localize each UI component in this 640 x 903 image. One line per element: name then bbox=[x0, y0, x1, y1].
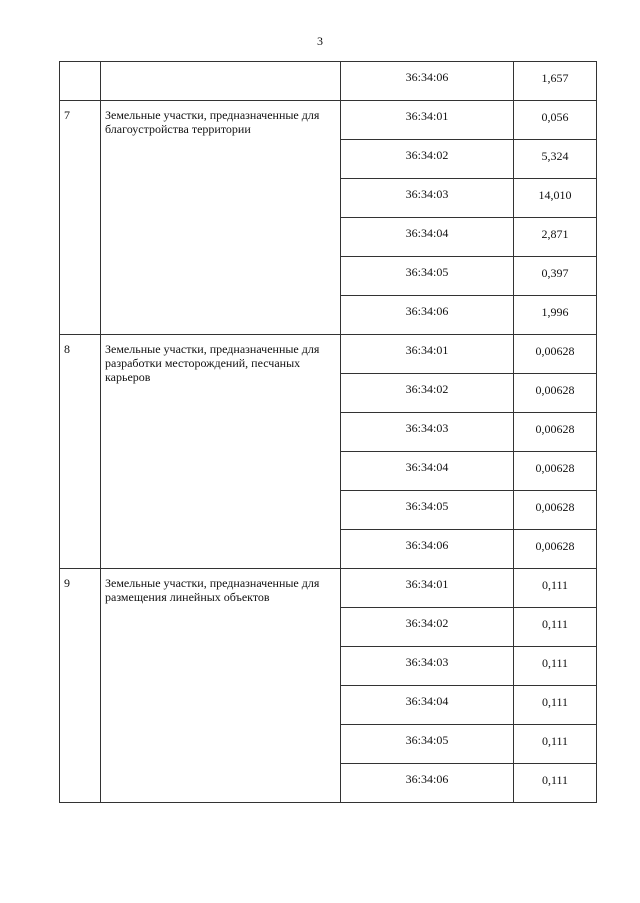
cadastral-code-cell: 36:34:02 bbox=[341, 374, 514, 413]
value-cell: 0,00628 bbox=[514, 413, 597, 452]
row-number-cell: 9 bbox=[60, 569, 101, 803]
value-cell: 0,111 bbox=[514, 647, 597, 686]
value-cell: 0,00628 bbox=[514, 491, 597, 530]
value-cell: 0,00628 bbox=[514, 374, 597, 413]
page-number: 3 bbox=[317, 34, 323, 48]
value-cell: 0,00628 bbox=[514, 452, 597, 491]
row-description-cell: Земельные участки, предназначенные для разработки месторождений, песчаных карьеров bbox=[101, 335, 341, 569]
value-cell: 0,111 bbox=[514, 764, 597, 803]
table-body bbox=[60, 62, 597, 803]
cadastral-code-cell: 36:34:06 bbox=[341, 296, 514, 335]
cadastral-code-cell: 36:34:01 bbox=[341, 101, 514, 140]
value-cell: 0,056 bbox=[514, 101, 597, 140]
value-cell: 0,00628 bbox=[514, 335, 597, 374]
cadastral-code-cell: 36:34:04 bbox=[341, 686, 514, 725]
cadastral-code-cell: 36:34:03 bbox=[341, 413, 514, 452]
value-cell: 0,00628 bbox=[514, 530, 597, 569]
value-cell: 2,871 bbox=[514, 218, 597, 257]
value-cell: 0,111 bbox=[514, 569, 597, 608]
cadastral-code-cell: 36:34:05 bbox=[341, 491, 514, 530]
row-description-cell: Земельные участки, предназначенные для благоустройства территории bbox=[101, 101, 341, 335]
value-cell: 0,111 bbox=[514, 725, 597, 764]
table-row bbox=[60, 335, 597, 374]
cadastral-code-cell: 36:34:04 bbox=[341, 452, 514, 491]
value-cell: 0,111 bbox=[514, 686, 597, 725]
cadastral-code-cell: 36:34:06 bbox=[341, 62, 514, 101]
cadastral-code-cell: 36:34:03 bbox=[341, 179, 514, 218]
value-cell: 1,996 bbox=[514, 296, 597, 335]
table-row bbox=[60, 101, 597, 140]
table-row bbox=[60, 62, 597, 101]
cadastral-code-cell: 36:34:02 bbox=[341, 608, 514, 647]
cadastral-code-cell: 36:34:03 bbox=[341, 647, 514, 686]
cadastral-code-cell: 36:34:06 bbox=[341, 764, 514, 803]
value-cell: 0,111 bbox=[514, 608, 597, 647]
value-cell: 1,657 bbox=[514, 62, 597, 101]
value-cell: 14,010 bbox=[514, 179, 597, 218]
land-plots-table bbox=[59, 61, 597, 803]
row-number-cell: 7 bbox=[60, 101, 101, 335]
cadastral-code-cell: 36:34:02 bbox=[341, 140, 514, 179]
row-description-cell: Земельные участки, предназначенные для размещения линейных объектов bbox=[101, 569, 341, 803]
table-row bbox=[60, 569, 597, 608]
row-number-cell bbox=[60, 62, 101, 101]
row-number-cell: 8 bbox=[60, 335, 101, 569]
value-cell: 0,397 bbox=[514, 257, 597, 296]
cadastral-code-cell: 36:34:06 bbox=[341, 530, 514, 569]
row-description-cell bbox=[101, 62, 341, 101]
cadastral-code-cell: 36:34:05 bbox=[341, 257, 514, 296]
cadastral-code-cell: 36:34:01 bbox=[341, 335, 514, 374]
cadastral-code-cell: 36:34:05 bbox=[341, 725, 514, 764]
value-cell: 5,324 bbox=[514, 140, 597, 179]
cadastral-code-cell: 36:34:01 bbox=[341, 569, 514, 608]
cadastral-code-cell: 36:34:04 bbox=[341, 218, 514, 257]
